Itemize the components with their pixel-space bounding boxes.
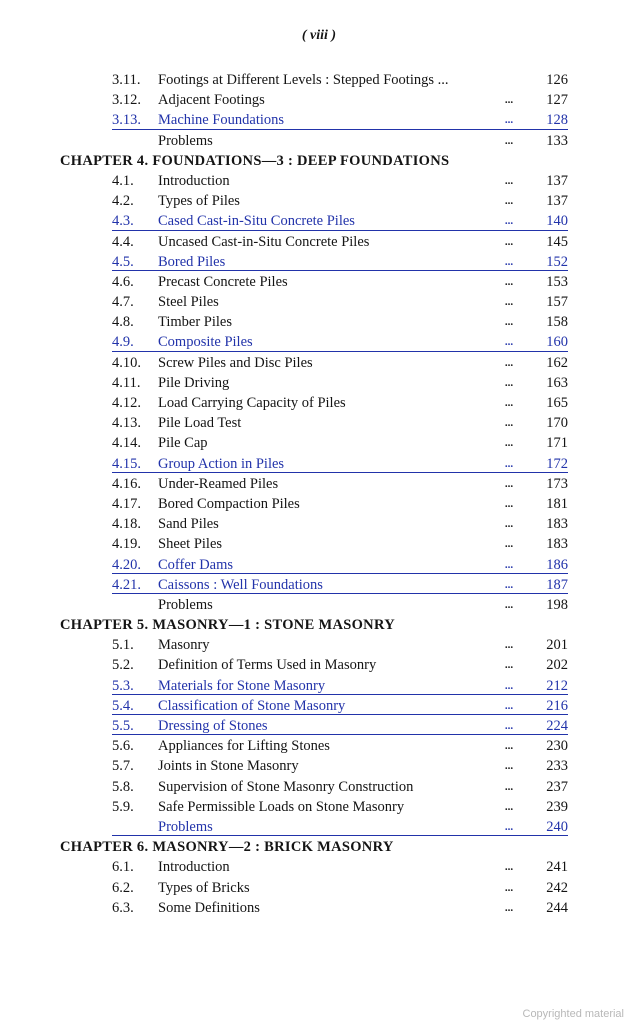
- toc-leader-dots: ...: [504, 275, 514, 288]
- toc-section-number: 5.1.: [112, 637, 134, 654]
- toc-entry-link[interactable]: [0, 817, 638, 837]
- toc-page-number: 137: [546, 172, 568, 189]
- toc-entry: [0, 70, 638, 90]
- toc-page-number: 202: [546, 657, 568, 674]
- toc-section-title: Bored Compaction Piles: [158, 495, 300, 512]
- chapter-heading-label: CHAPTER 4. FOUNDATIONS—3 : DEEP FOUNDATIONS: [60, 152, 450, 169]
- toc-page-number: 244: [546, 899, 568, 916]
- toc-entry-link[interactable]: [0, 676, 638, 696]
- toc-section-title: Joints in Stone Masonry: [158, 758, 299, 775]
- toc-section-title: Precast Concrete Piles: [158, 273, 288, 290]
- toc-section-title: Composite Piles: [158, 334, 253, 351]
- toc-entry: [0, 413, 638, 433]
- toc-leader-dots: ...: [504, 598, 514, 611]
- toc-leader-dots: ...: [504, 639, 514, 652]
- toc-section-title: Types of Piles: [158, 193, 240, 210]
- toc-section-number: 4.2.: [112, 193, 134, 210]
- toc-section-number: 4.12.: [112, 395, 141, 411]
- toc-page-number: 127: [546, 92, 568, 109]
- toc-section-number: 5.6.: [112, 738, 134, 755]
- toc-entry: [0, 534, 638, 554]
- toc-section-number: 5.3.: [112, 677, 134, 694]
- toc-section-number: 4.20.: [112, 556, 141, 573]
- toc-section-number: 3.11.: [112, 72, 141, 88]
- toc-page-number: 241: [546, 859, 568, 876]
- toc-leader-dots: ...: [504, 578, 514, 591]
- toc-entry: [0, 393, 638, 413]
- toc-entry-link[interactable]: [0, 332, 638, 352]
- toc-entry-link[interactable]: [0, 555, 638, 575]
- toc-leader-dots: ...: [504, 699, 514, 712]
- toc-section-title: Safe Permissible Loads on Stone Masonry: [158, 798, 405, 815]
- toc-section-number: 5.9.: [112, 798, 134, 815]
- toc-page-number: 224: [546, 718, 568, 734]
- toc-entry: [0, 312, 638, 332]
- toc-section-title: Definition of Terms Used in Masonry: [158, 657, 377, 674]
- page-number: ( viii ): [301, 28, 337, 43]
- toc-entry: [0, 595, 638, 615]
- toc-leader-dots: ...: [504, 94, 514, 107]
- toc-entry: [0, 272, 638, 292]
- toc-leader-dots: ...: [504, 740, 514, 753]
- toc-leader-dots: ...: [504, 800, 514, 813]
- toc-section-title: Group Action in Piles: [158, 455, 285, 472]
- toc-entry-link[interactable]: [0, 252, 638, 272]
- toc-section-title: Some Definitions: [158, 899, 260, 916]
- toc-entry: [0, 373, 638, 393]
- toc-page-number: 198: [546, 596, 568, 613]
- toc-section-title: Introduction: [158, 172, 230, 189]
- toc-section-title: Pile Load Test: [158, 415, 242, 432]
- toc-page-number: 187: [546, 576, 568, 593]
- toc-entry: [0, 90, 638, 110]
- toc-page-number: 172: [546, 455, 568, 472]
- toc-entry-link[interactable]: [0, 454, 638, 474]
- toc-leader-dots: ...: [504, 356, 514, 369]
- toc-page-number: 173: [546, 475, 568, 492]
- toc-leader-dots: ...: [504, 296, 514, 309]
- toc-section-number: 4.8.: [112, 314, 134, 331]
- toc-entry: [0, 494, 638, 514]
- toc-page-number: 181: [546, 495, 568, 512]
- toc-page-number: 163: [546, 374, 568, 391]
- toc-entry: [0, 191, 638, 211]
- toc-leader-dots: ...: [504, 820, 514, 833]
- toc-leader-dots: ...: [504, 497, 514, 510]
- toc-page-number: 126: [546, 72, 568, 88]
- toc-leader-dots: ...: [504, 679, 514, 692]
- toc-page-number: 137: [546, 193, 568, 210]
- toc-entry-link[interactable]: [0, 110, 638, 130]
- toc-entry: [0, 292, 638, 312]
- chapter-heading: [0, 837, 638, 857]
- toc-page-number: 183: [546, 516, 568, 533]
- toc-page-number: 170: [546, 415, 568, 432]
- toc-section-title: Screw Piles and Disc Piles: [158, 354, 313, 371]
- toc-section-number: 5.2.: [112, 657, 134, 674]
- toc-section-number: 4.9.: [112, 334, 134, 351]
- toc-leader-dots: ...: [504, 376, 514, 389]
- toc-page-number: 171: [546, 435, 568, 452]
- toc-section-number: 3.12.: [112, 92, 141, 109]
- toc-section-number: 5.5.: [112, 718, 134, 734]
- toc-leader-dots: ...: [504, 174, 514, 187]
- toc-page-number: 128: [546, 112, 568, 129]
- toc-section-title: Footings at Different Levels : Stepped Footings ...: [158, 72, 449, 88]
- toc-section-title: Appliances for Lifting Stones: [158, 738, 330, 755]
- toc-section-title: Classification of Stone Masonry: [158, 697, 346, 714]
- toc-section-number: 4.16.: [112, 475, 141, 492]
- toc-section-number: 5.8.: [112, 778, 134, 795]
- toc-section-title: Types of Bricks: [158, 879, 250, 896]
- toc-entry: [0, 756, 638, 776]
- chapter-heading: [0, 151, 638, 171]
- toc-entry: [0, 857, 638, 877]
- toc-section-number: 4.5.: [112, 253, 134, 270]
- toc-entry: [0, 898, 638, 918]
- toc-section-number: 6.3.: [112, 899, 134, 916]
- toc-page-number: 242: [546, 879, 568, 896]
- toc-section-title: Materials for Stone Masonry: [158, 677, 326, 694]
- toc-entry-link[interactable]: [0, 696, 638, 716]
- toc-entry: [0, 232, 638, 252]
- toc-entry: [0, 433, 638, 453]
- toc-section-title: Problems: [158, 818, 213, 835]
- toc-section-number: 4.1.: [112, 172, 134, 189]
- toc-section-number: 5.4.: [112, 697, 134, 714]
- toc-section-number: 4.15.: [112, 455, 141, 472]
- toc-leader-dots: ...: [504, 477, 514, 490]
- toc-section-title: Bored Piles: [158, 253, 226, 270]
- toc-section-title: Dressing of Stones: [158, 718, 268, 734]
- toc-section-number: 6.2.: [112, 879, 134, 896]
- toc-section-number: 4.17.: [112, 495, 141, 512]
- toc-leader-dots: ...: [504, 437, 514, 450]
- toc-page-number: 216: [546, 697, 568, 714]
- toc-leader-dots: ...: [504, 134, 514, 147]
- toc-section-title: Problems: [158, 132, 213, 149]
- toc-section-title: Under-Reamed Piles: [158, 475, 279, 492]
- toc-entry: [0, 514, 638, 534]
- toc-section-number: 3.13.: [112, 112, 141, 129]
- toc-page-number: 153: [546, 273, 568, 290]
- toc-section-number: 4.4.: [112, 233, 134, 250]
- toc-leader-dots: ...: [504, 114, 514, 127]
- toc-entry: [0, 736, 638, 756]
- toc-entry: [0, 797, 638, 817]
- toc-leader-dots: ...: [504, 780, 514, 793]
- toc-page-number: 152: [546, 253, 568, 270]
- toc-entry: [0, 635, 638, 655]
- toc-section-number: 6.1.: [112, 859, 134, 876]
- toc-page-number: 133: [546, 132, 568, 149]
- toc-section-number: 4.18.: [112, 516, 141, 533]
- toc-leader-dots: ...: [504, 417, 514, 430]
- toc-leader-dots: ...: [504, 881, 514, 894]
- toc-section-title: Pile Cap: [158, 435, 208, 452]
- toc-page-number: 162: [546, 354, 568, 371]
- toc-section-title: Uncased Cast-in-Situ Concrete Piles: [158, 233, 370, 250]
- toc-leader-dots: ...: [504, 659, 514, 672]
- toc-entry: [0, 878, 638, 898]
- copyright-watermark: Copyrighted material: [522, 1008, 624, 1020]
- toc-page-number: 165: [546, 395, 568, 411]
- toc-section-number: 4.14.: [112, 435, 141, 452]
- toc-entry: [0, 131, 638, 151]
- toc-page-number: 230: [546, 738, 568, 755]
- toc-leader-dots: ...: [504, 518, 514, 531]
- toc-section-title: Introduction: [158, 859, 230, 876]
- toc-leader-dots: ...: [504, 195, 514, 208]
- toc-section-title: Supervision of Stone Masonry Construction: [158, 778, 414, 795]
- toc-entry: [0, 655, 638, 675]
- toc-entry-link[interactable]: [0, 716, 638, 736]
- toc-entry-link[interactable]: [0, 575, 638, 595]
- toc-page-number: 157: [546, 294, 568, 311]
- chapter-heading-label: CHAPTER 5. MASONRY—1 : STONE MASONRY: [60, 617, 395, 634]
- toc-page-number: 239: [546, 798, 568, 815]
- toc-leader-dots: ...: [504, 901, 514, 914]
- toc-leader-dots: ...: [504, 538, 514, 551]
- toc-section-number: 4.13.: [112, 415, 141, 432]
- toc-leader-dots: ...: [504, 215, 514, 228]
- toc-section-number: 4.21.: [112, 576, 141, 593]
- chapter-heading-label: CHAPTER 6. MASONRY—2 : BRICK MASONRY: [60, 839, 394, 856]
- table-of-contents: [0, 70, 638, 918]
- toc-entry-link[interactable]: [0, 211, 638, 231]
- toc-section-title: Caissons : Well Foundations: [158, 576, 323, 593]
- toc-section-number: 4.6.: [112, 273, 134, 290]
- toc-leader-dots: ...: [504, 760, 514, 773]
- toc-section-title: Masonry: [158, 637, 210, 654]
- toc-leader-dots: ...: [504, 336, 514, 349]
- toc-page-number: 160: [546, 334, 568, 351]
- toc-section-number: 4.11.: [112, 374, 141, 391]
- toc-page-number: 237: [546, 778, 568, 795]
- toc-page-number: 183: [546, 536, 568, 553]
- toc-page-number: 145: [546, 233, 568, 250]
- toc-page-number: 140: [546, 213, 568, 230]
- toc-page-number: 201: [546, 637, 568, 654]
- toc-section-number: 4.3.: [112, 213, 134, 230]
- toc-leader-dots: ...: [504, 558, 514, 571]
- chapter-heading: [0, 615, 638, 635]
- toc-leader-dots: ...: [504, 397, 514, 409]
- toc-section-title: Sand Piles: [158, 516, 219, 533]
- toc-section-title: Coffer Dams: [158, 556, 234, 573]
- toc-section-number: 4.19.: [112, 536, 141, 553]
- toc-section-title: Machine Foundations: [158, 112, 285, 129]
- toc-page-number: 212: [546, 677, 568, 694]
- toc-section-title: Timber Piles: [158, 314, 232, 331]
- toc-section-title: Pile Driving: [158, 374, 230, 391]
- toc-entry: [0, 474, 638, 494]
- toc-leader-dots: ...: [504, 861, 514, 874]
- toc-section-title: Steel Piles: [158, 294, 219, 311]
- toc-entry: [0, 171, 638, 191]
- toc-leader-dots: ...: [504, 255, 514, 268]
- toc-leader-dots: ...: [504, 457, 514, 470]
- toc-section-number: 5.7.: [112, 758, 134, 775]
- toc-leader-dots: ...: [504, 235, 514, 248]
- toc-section-number: 4.7.: [112, 294, 134, 311]
- toc-page-number: 240: [546, 818, 568, 835]
- toc-entry: [0, 353, 638, 373]
- toc-section-title: Problems: [158, 596, 213, 613]
- toc-section-title: Cased Cast-in-Situ Concrete Piles: [158, 213, 355, 230]
- toc-page-number: 186: [546, 556, 568, 573]
- toc-leader-dots: ...: [504, 720, 514, 732]
- toc-page-number: 158: [546, 314, 568, 331]
- toc-section-title: Load Carrying Capacity of Piles: [158, 395, 346, 411]
- toc-leader-dots: ...: [504, 316, 514, 329]
- toc-entry: [0, 777, 638, 797]
- toc-section-number: 4.10.: [112, 354, 141, 371]
- toc-section-title: Sheet Piles: [158, 536, 223, 553]
- toc-page-number: 233: [546, 758, 568, 775]
- toc-section-title: Adjacent Footings: [158, 92, 265, 109]
